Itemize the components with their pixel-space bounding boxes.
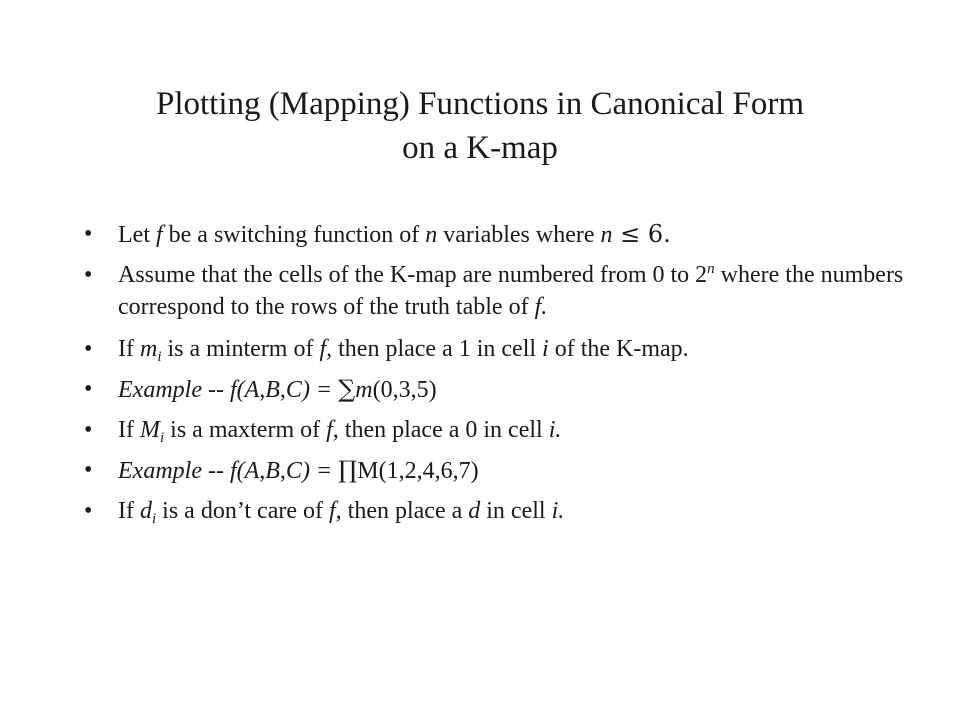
text: where the numbers correspond to the rows of the truth table of [118, 262, 904, 320]
text: is a minterm of [161, 336, 320, 362]
bullet-item-5 [84, 414, 904, 446]
var-i: i. [548, 417, 562, 443]
var-n: n [600, 222, 613, 248]
bullet-dot: • [84, 262, 93, 288]
text: , then place a 0 in cell [332, 417, 549, 443]
subscript-i: i [159, 430, 165, 446]
bullet-item-1 [84, 218, 904, 251]
bullet-dot: • [84, 336, 93, 362]
var-f: f. [534, 294, 548, 320]
title-line-1: Plotting (Mapping) Functions in Canonical Form [155, 86, 805, 122]
text: then place a [341, 498, 469, 524]
var-f: f [326, 417, 333, 443]
subscript-i: i [157, 349, 162, 365]
var-i: i. [551, 498, 565, 524]
text: If [118, 417, 140, 443]
var-m: m [355, 377, 373, 403]
text: Assume that the cells of the K-map are numbered from 0 to 2 [118, 262, 708, 288]
text: If [118, 498, 140, 524]
sum-symbol: ∑ [338, 375, 356, 403]
example-label: Example -- f(A,B,C) = [118, 458, 339, 484]
var-M: M [357, 458, 379, 484]
text: If [118, 336, 140, 362]
var-m: m [139, 336, 158, 362]
maxterm-list: (1,2,4,6,7) [378, 458, 479, 484]
superscript-n: n [707, 261, 715, 277]
var-f: f [155, 222, 163, 248]
text: then place a 1 in cell [332, 336, 543, 362]
text: is a maxterm of [164, 417, 327, 443]
bullet-item-3 [84, 333, 904, 365]
example-label: Example -- f(A,B,C) = [118, 377, 339, 403]
text: be a switching function of [162, 222, 426, 248]
var-f: f, [328, 498, 342, 524]
var-i: i [542, 336, 549, 362]
bullet-item-2 [84, 259, 904, 323]
bullet-dot: • [84, 417, 93, 443]
bullet-dot: • [84, 376, 93, 402]
title-line-2: on a K-map [402, 130, 558, 166]
minterm-list: (0,3,5) [372, 377, 437, 403]
bullet-item-4 [84, 373, 904, 406]
text: ≤ 6. [612, 220, 671, 248]
text: Let [118, 222, 156, 248]
var-d: d [468, 498, 481, 524]
var-M: M [139, 417, 160, 443]
bullet-list [84, 218, 904, 535]
bullet-item-6 [84, 454, 904, 487]
text: variables where [437, 222, 601, 248]
product-symbol: ∏ [338, 456, 358, 484]
text: of the K-map. [548, 336, 689, 362]
bullet-dot: • [84, 498, 93, 524]
bullet-dot: • [84, 457, 93, 483]
var-n: n [425, 222, 438, 248]
slide-title [60, 82, 900, 170]
bullet-item-7 [84, 495, 904, 527]
var-d: d [139, 498, 152, 524]
text: is a don’t care of [156, 498, 329, 524]
text: in cell [480, 498, 552, 524]
var-f: f, [319, 336, 333, 362]
bullet-dot: • [84, 221, 93, 247]
subscript-i: i [151, 511, 157, 527]
